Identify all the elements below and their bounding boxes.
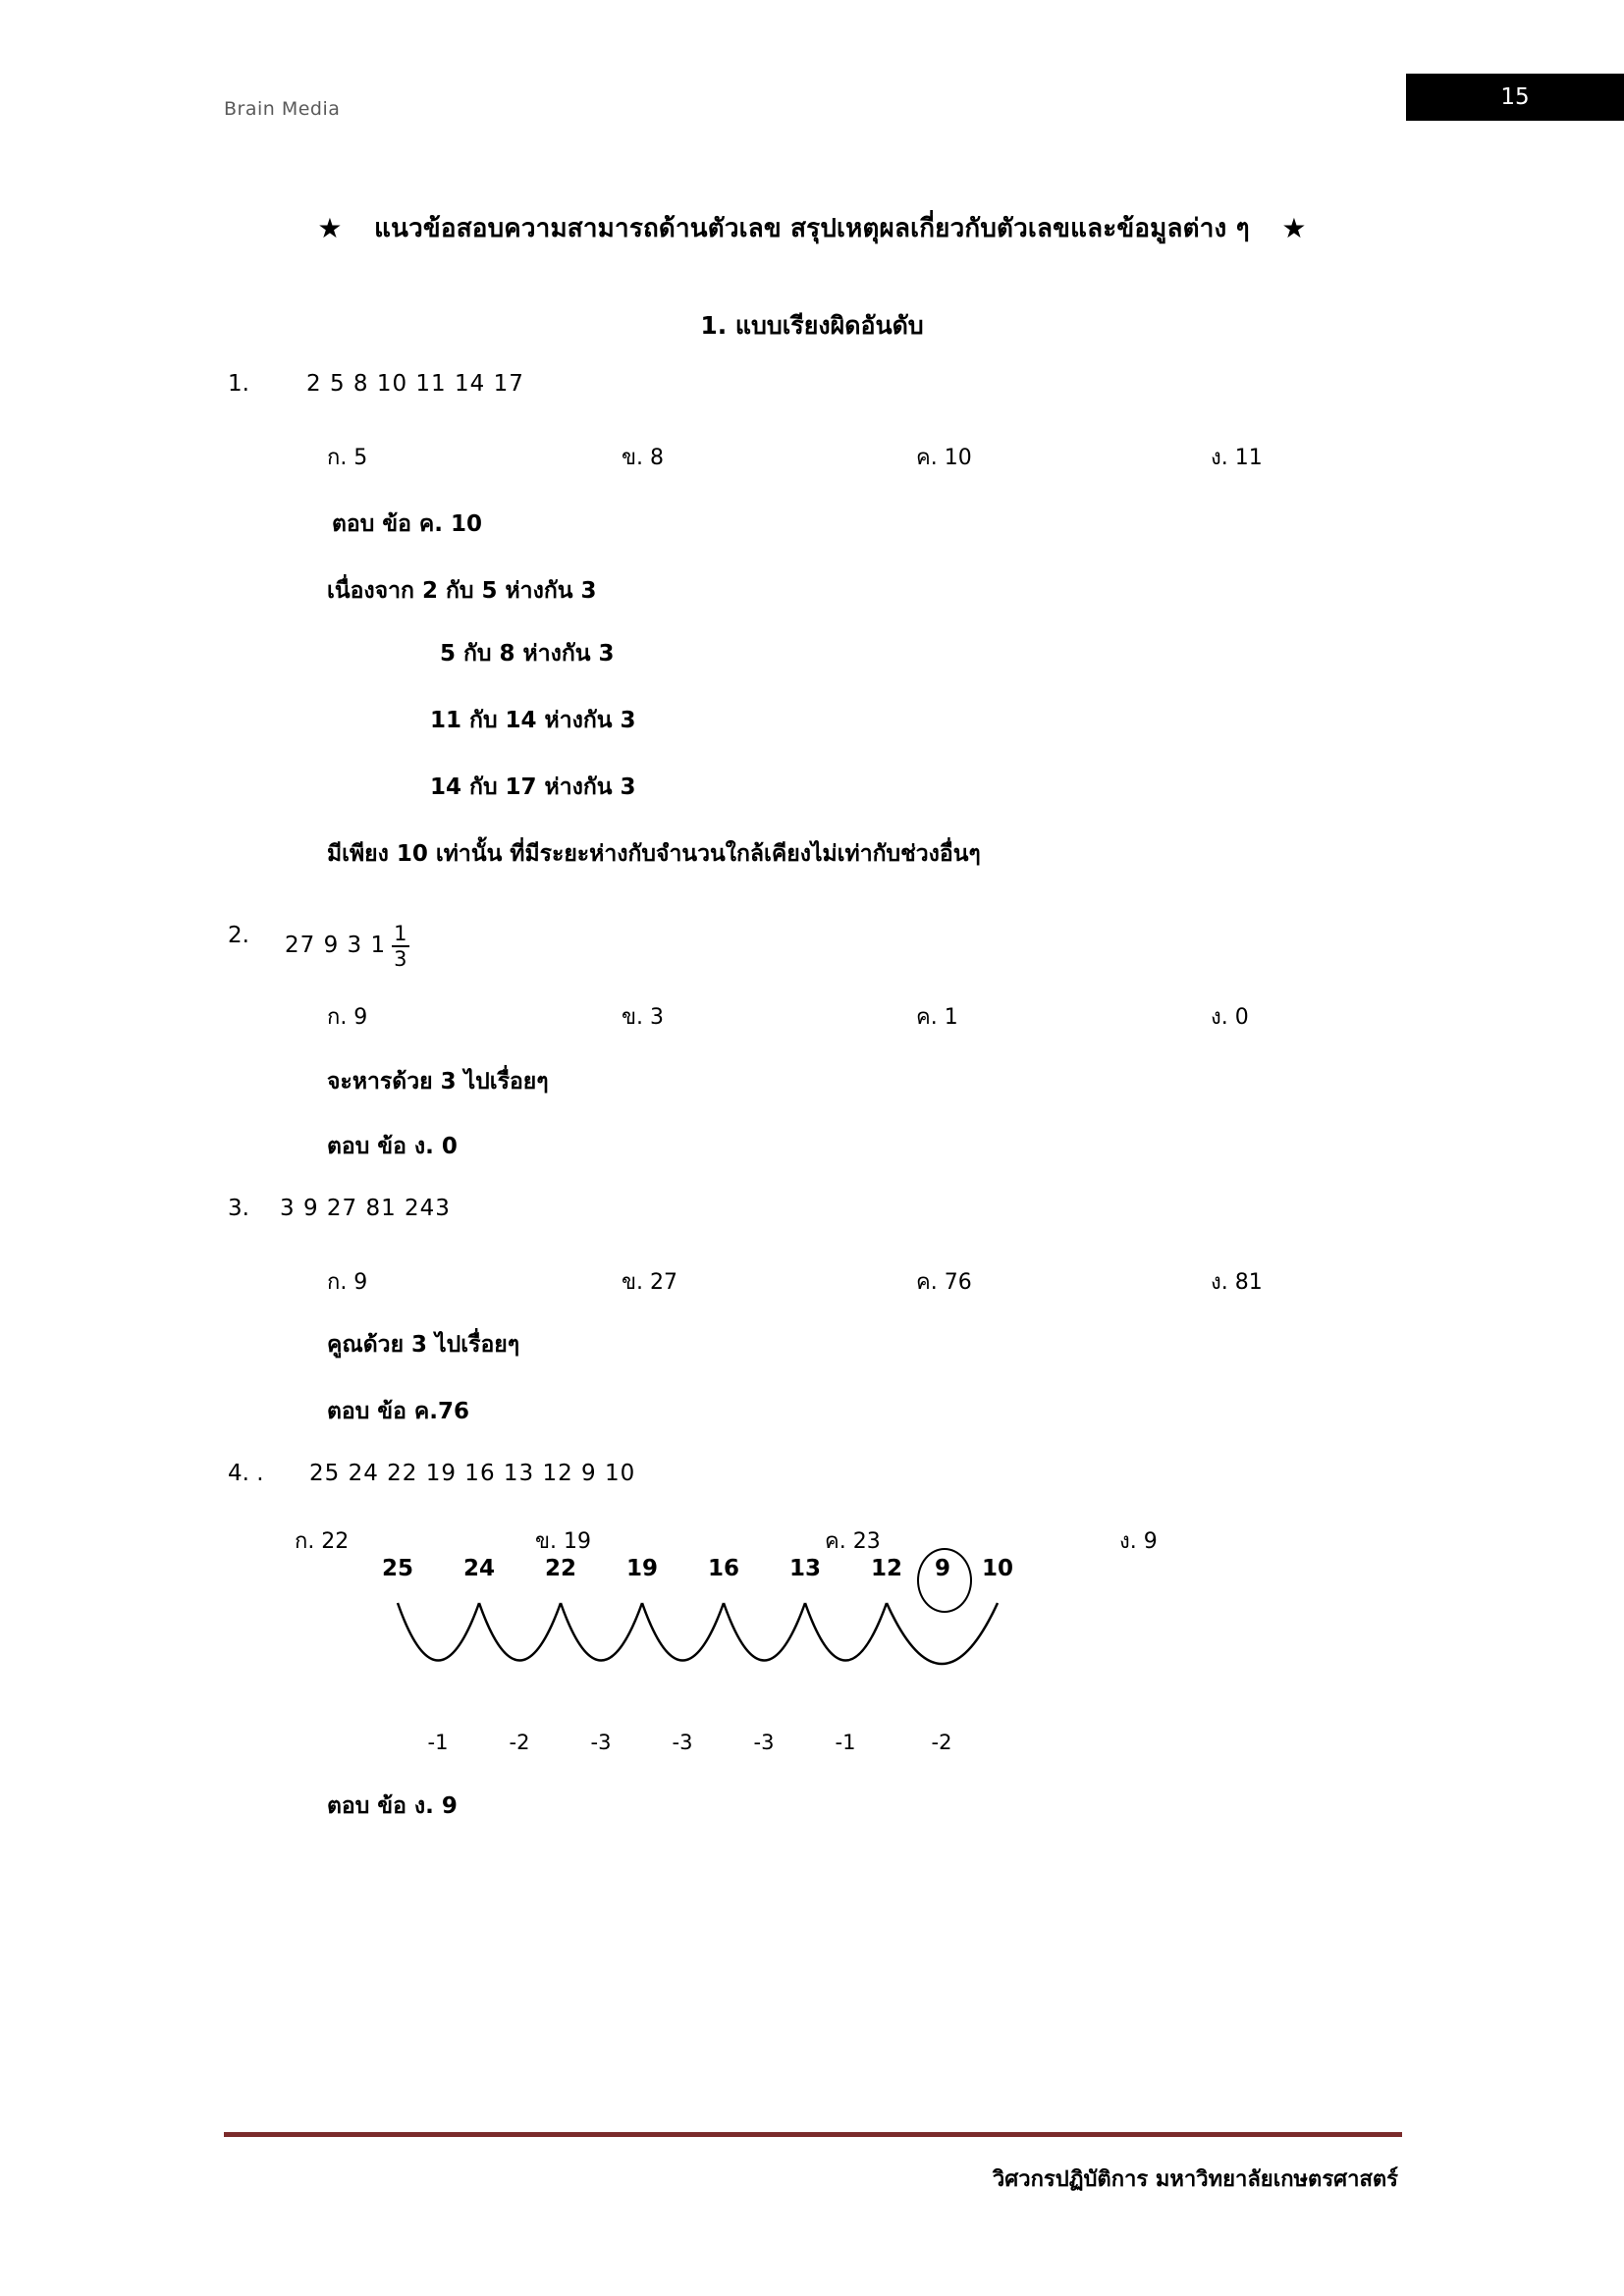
question-2-choice-d[interactable]: ง. 0 [1211, 1005, 1249, 1030]
question-4-choice-c[interactable]: ค. 23 [825, 1529, 881, 1554]
star-icon-left: ★ [317, 212, 343, 244]
question-1-answer: ตอบ ข้อ ค. 10 [332, 511, 483, 537]
question-3-choice-d[interactable]: ง. 81 [1211, 1270, 1263, 1295]
page-title-text: แนวข้อสอบความสามารถด้านตัวเลข สรุปเหตุผลเกี่ยวกับตัวเลขและข้อมูลต่าง ๆ [374, 214, 1250, 243]
question-1-choice-d[interactable]: ง. 11 [1211, 446, 1263, 470]
footer-text: วิศวกรปฏิบัติการ มหาวิทยาลัยเกษตรศาสตร์ [992, 2167, 1398, 2192]
diagram-number-3: 22 [544, 1556, 577, 1581]
difference-arcs [349, 1595, 1134, 1723]
header-brand: Brain Media [224, 98, 341, 120]
sequence-difference-diagram [349, 1556, 1134, 1772]
question-2-answer: ตอบ ข้อ ง. 0 [327, 1134, 458, 1159]
diagram-difference-4: -3 [672, 1731, 693, 1754]
question-4-choice-b[interactable]: ข. 19 [535, 1529, 592, 1554]
question-4-choice-d[interactable]: ง. 9 [1119, 1529, 1158, 1554]
question-3-explanation: คูณด้วย 3 ไปเรื่อยๆ [327, 1332, 520, 1358]
diagram-difference-5: -3 [753, 1731, 775, 1754]
question-1-explanation-line-1: เนื่องจาก 2 กับ 5 ห่างกัน 3 [327, 578, 597, 604]
diagram-difference-3: -3 [590, 1731, 612, 1754]
question-1-explanation-line-2: 5 กับ 8 ห่างกัน 3 [440, 641, 615, 667]
question-2-explanation: จะหารด้วย 3 ไปเรื่อยๆ [327, 1069, 549, 1095]
diagram-number-8: 9 [934, 1556, 951, 1581]
diagram-number-1: 25 [381, 1556, 414, 1581]
question-4-number: 4. . [228, 1461, 264, 1486]
question-2-sequence [285, 923, 409, 970]
diagram-difference-7: -2 [931, 1731, 952, 1754]
fraction-one-third [392, 923, 409, 970]
question-3-number: 3. [228, 1196, 249, 1221]
page-number-badge: 15 [1406, 74, 1624, 121]
question-2-choice-c[interactable]: ค. 1 [916, 1005, 958, 1030]
diagram-difference-2: -2 [509, 1731, 530, 1754]
question-1-explanation-line-4: 14 กับ 17 ห่างกัน 3 [430, 774, 636, 800]
question-3-choice-a[interactable]: ก. 9 [327, 1270, 368, 1295]
question-3-answer: ตอบ ข้อ ค.76 [327, 1399, 470, 1424]
diagram-number-4: 19 [625, 1556, 659, 1581]
question-1-explanation-line-3: 11 กับ 14 ห่างกัน 3 [430, 708, 636, 733]
question-3-choice-b[interactable]: ข. 27 [622, 1270, 678, 1295]
diagram-number-7: 12 [870, 1556, 903, 1581]
question-1-choice-b[interactable]: ข. 8 [622, 446, 665, 470]
question-1-number: 1. [228, 371, 249, 397]
footer-divider [224, 2132, 1402, 2137]
page-title [0, 208, 1624, 248]
question-1-sequence: 2 5 8 10 11 14 17 [306, 371, 524, 397]
star-icon-right: ★ [1281, 212, 1307, 244]
question-2-number: 2. [228, 923, 249, 948]
question-4-sequence: 25 24 22 19 16 13 12 9 10 [309, 1461, 636, 1486]
fraction-denominator: 3 [394, 947, 408, 972]
question-1-choice-c[interactable]: ค. 10 [916, 446, 972, 470]
question-1-choice-a[interactable]: ก. 5 [327, 446, 368, 470]
question-3-choice-c[interactable]: ค. 76 [916, 1270, 972, 1295]
question-2-sequence-text: 27 9 3 1 [285, 933, 387, 959]
fraction-numerator: 1 [394, 922, 408, 945]
diagram-number-2: 24 [462, 1556, 496, 1581]
section-heading: 1. แบบเรียงผิดอันดับ [700, 311, 924, 340]
diagram-difference-6: -1 [835, 1731, 856, 1754]
question-4-answer: ตอบ ข้อ ง. 9 [327, 1793, 458, 1819]
question-2-choice-a[interactable]: ก. 9 [327, 1005, 368, 1030]
diagram-number-6: 13 [788, 1556, 822, 1581]
diagram-difference-1: -1 [427, 1731, 449, 1754]
diagram-number-5: 16 [707, 1556, 740, 1581]
question-2-choice-b[interactable]: ข. 3 [622, 1005, 665, 1030]
diagram-number-9: 10 [981, 1556, 1014, 1581]
question-4-choice-a[interactable]: ก. 22 [295, 1529, 350, 1554]
question-3-sequence: 3 9 27 81 243 [280, 1196, 451, 1221]
question-1-explanation-line-5: มีเพียง 10 เท่านั้น ที่มีระยะห่างกับจำนวนใกล้เคียงไม่เท่ากับช่วงอื่นๆ [327, 841, 981, 867]
